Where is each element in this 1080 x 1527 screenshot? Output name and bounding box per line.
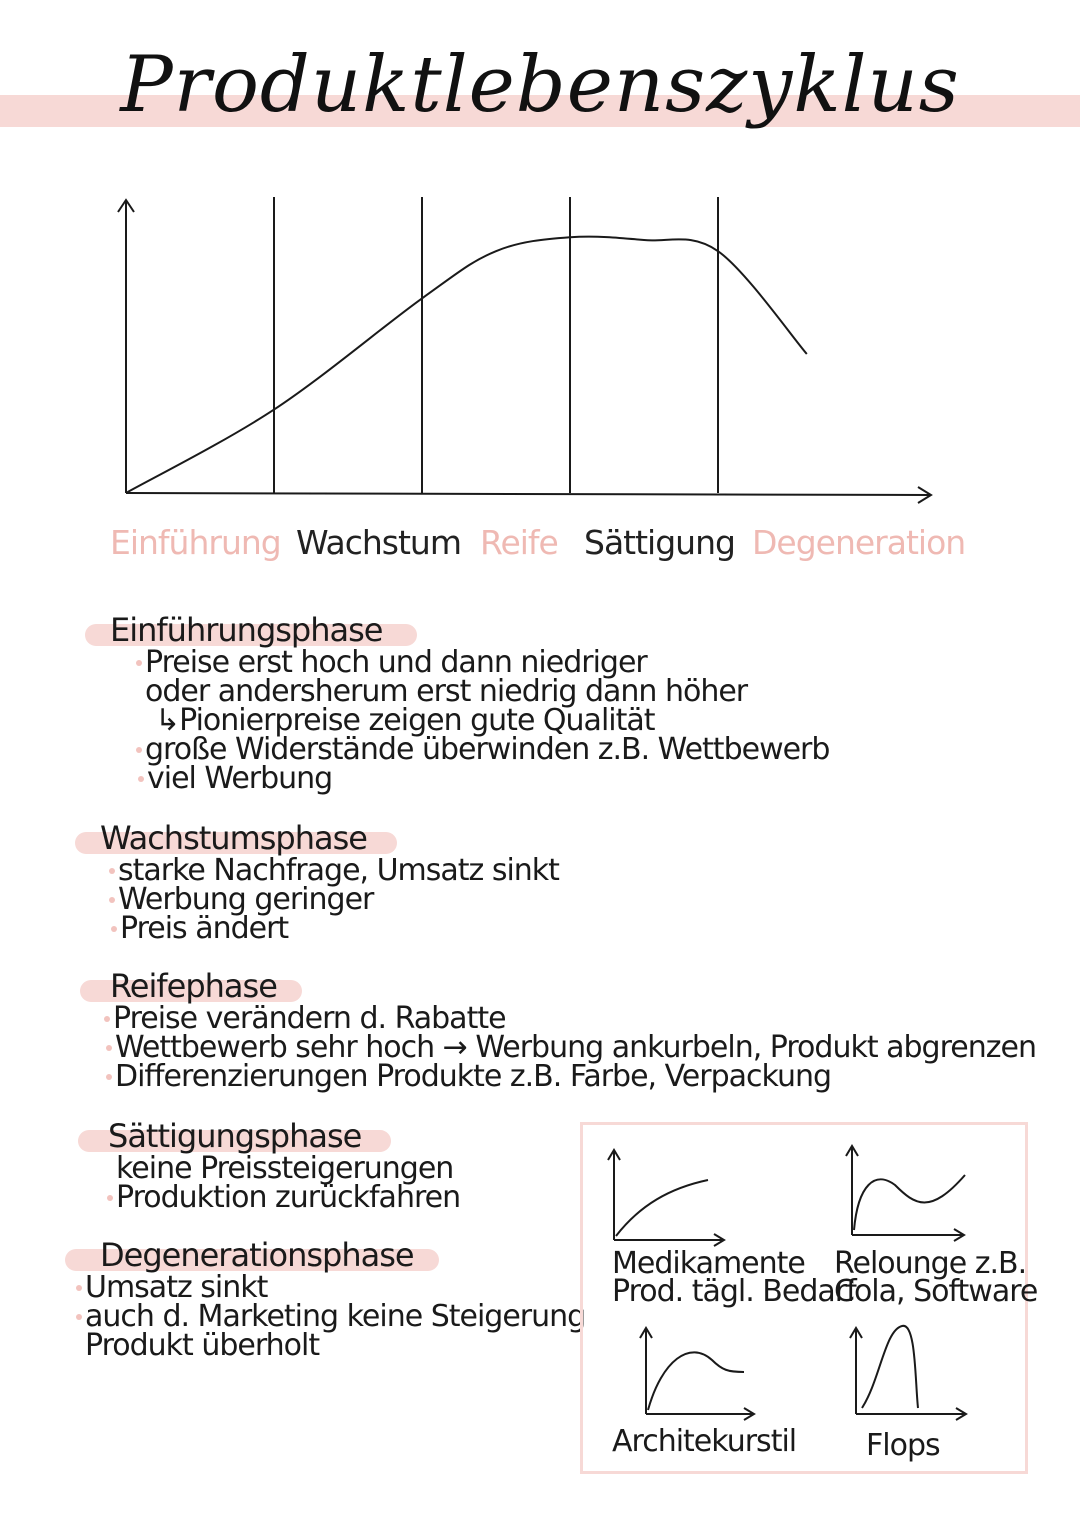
mini-axis bbox=[640, 1328, 754, 1420]
section-line: starke Nachfrage, Umsatz sinkt bbox=[118, 853, 559, 888]
mini-axis bbox=[608, 1150, 724, 1246]
section-line: Differenzierungen Produkte z.B. Farbe, Verpackung bbox=[115, 1059, 832, 1094]
mini-curve bbox=[854, 1175, 965, 1230]
example-label-medikamente: Medikamente Prod. tägl. Bedarf bbox=[612, 1246, 856, 1309]
section-heading: Reifephase bbox=[110, 967, 277, 1005]
section-line: Preise verändern d. Rabatte bbox=[113, 1001, 506, 1036]
section-line: viel Werbung bbox=[147, 761, 333, 796]
mini-chart-relounge bbox=[846, 1146, 965, 1241]
section-heading: Degenerationsphase bbox=[100, 1236, 414, 1274]
example-label-relounge: Relounge z.B. Cola, Software bbox=[834, 1246, 1038, 1309]
mini-chart-architektur bbox=[640, 1328, 754, 1420]
section-line: oder andersherum erst niedrig dann höher bbox=[145, 674, 748, 709]
phase-label-einfuehrung: Einführung bbox=[110, 523, 281, 562]
section-line: Produkt überholt bbox=[85, 1328, 320, 1363]
mini-curve bbox=[648, 1352, 744, 1410]
page-title: Produktlebenszyklus bbox=[120, 40, 960, 130]
section-line: Umsatz sinkt bbox=[85, 1270, 268, 1305]
mini-chart-flops bbox=[850, 1326, 966, 1420]
section-line: große Widerstände überwinden z.B. Wettbewerb bbox=[145, 732, 830, 767]
section-line: Wettbewerb sehr hoch → Werbung ankurbeln, Produkt abgrenzen bbox=[115, 1030, 1036, 1065]
section-line: Werbung geringer bbox=[118, 882, 374, 917]
section-line: ↳Pionierpreise zeigen gute Qualität bbox=[155, 703, 655, 738]
section-line: Produktion zurückfahren bbox=[116, 1180, 461, 1215]
phase-label-degeneration: Degeneration bbox=[752, 523, 966, 562]
phase-label-reife: Reife bbox=[480, 523, 558, 562]
example-label-flops: Flops bbox=[866, 1428, 940, 1463]
phase-label-saettigung: Sättigung bbox=[584, 523, 735, 562]
mini-chart-medikamente bbox=[608, 1150, 724, 1246]
section-line: Preis ändert bbox=[120, 911, 289, 946]
phase-label-wachstum: Wachstum bbox=[296, 523, 461, 562]
mini-curve bbox=[862, 1326, 918, 1408]
section-heading: Einführungsphase bbox=[110, 611, 383, 649]
section-line: Preise erst hoch und dann niedriger bbox=[145, 645, 647, 680]
section-line: auch d. Marketing keine Steigerung bbox=[85, 1299, 586, 1334]
mini-axis bbox=[850, 1328, 966, 1420]
example-label-architektur: Architekurstil bbox=[612, 1424, 797, 1459]
section-heading: Sättigungsphase bbox=[108, 1117, 362, 1155]
section-heading: Wachstumsphase bbox=[100, 819, 367, 857]
section-line: keine Preissteigerungen bbox=[116, 1151, 454, 1186]
mini-curve bbox=[616, 1180, 708, 1236]
